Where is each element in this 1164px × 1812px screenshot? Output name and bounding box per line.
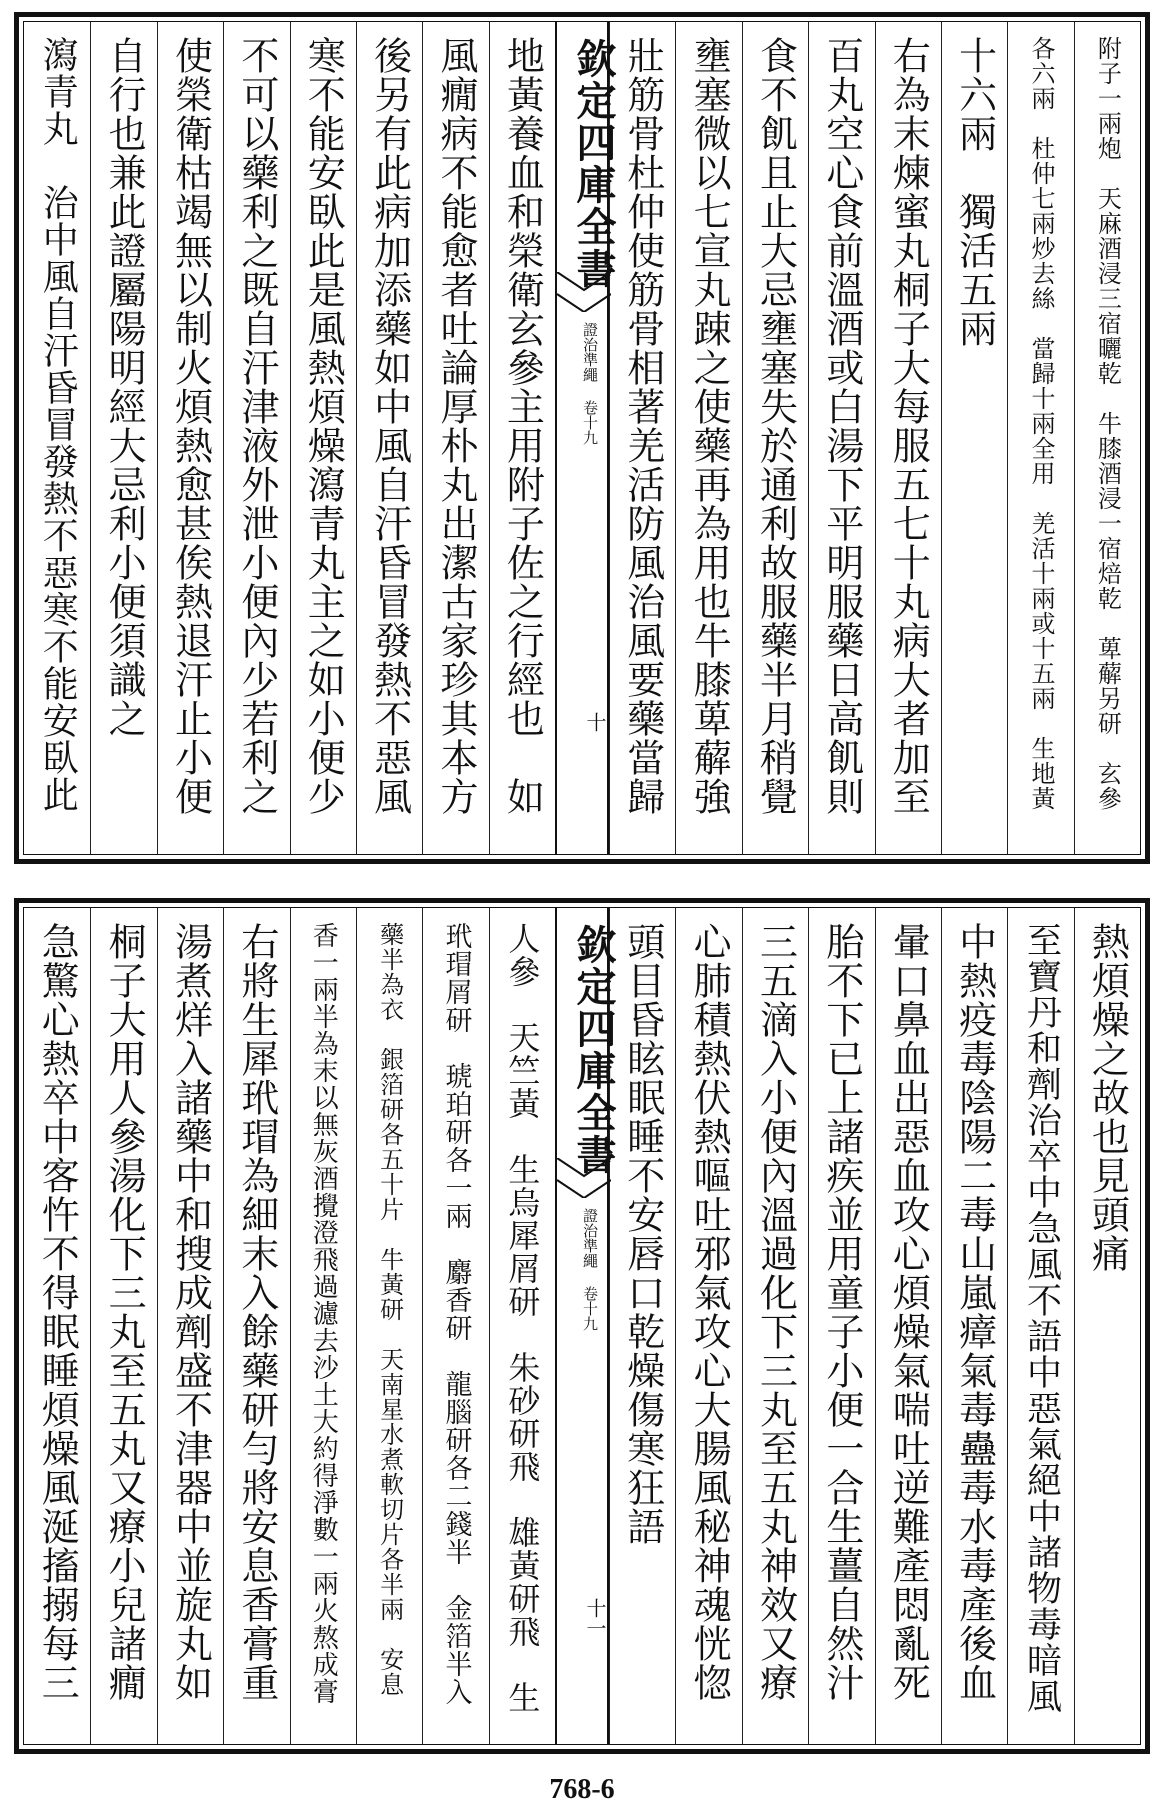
text-column (223, 22, 289, 854)
text-column (90, 22, 156, 854)
text-column (356, 908, 422, 1744)
text-column (941, 908, 1007, 1744)
column-text: 三五滴入小便內溫過化下三丸至五丸神效又療 (753, 922, 798, 1702)
column-text: 十六兩 獨活五兩 (952, 36, 997, 348)
text-column (489, 22, 555, 854)
column-text: 使榮衛枯竭無以制火煩熱愈甚俟熱退汗止小便 (168, 36, 213, 816)
lower-page-frame (23, 907, 1141, 1745)
chapter-label: 證治準繩 卷十九 (581, 322, 599, 445)
book-title: 欽定四庫全書 (570, 38, 617, 290)
page-footer-number: 768-6 (549, 1774, 615, 1805)
column-text: 中熱疫毒陰陽二毒山嵐瘴氣毒蠱毒水毒產後血 (952, 922, 997, 1702)
column-text: 至寶丹和劑治卒中急風不語中惡氣絕中諸物毒暗風 (1021, 922, 1062, 1714)
fishtail-mark (557, 1158, 611, 1198)
column-text: 急驚心熱卒中客忤不得眠睡煩燥風涎搐搦每三 (35, 922, 80, 1702)
column-text: 湯煮烊入諸藥中和搜成劑盛不津器中並旋丸如 (168, 922, 213, 1702)
text-column (675, 22, 741, 854)
text-column (157, 22, 223, 854)
column-text: 後另有此病加添藥如中風自汗昏冒發熱不惡風 (367, 36, 412, 816)
text-column (24, 22, 90, 854)
column-text: 不可以藥利之既自汗津液外泄小便內少若利之 (234, 36, 279, 816)
text-column (742, 908, 808, 1744)
text-column (157, 908, 223, 1744)
column-text: 地黃養血和榮衛玄參主用附子佐之行經也 如 (500, 36, 545, 816)
column-text: 頭目昏眩眠睡不安唇口乾燥傷寒狂語 (620, 922, 665, 1546)
folio-number: 十 (583, 712, 607, 732)
text-column (1074, 908, 1140, 1744)
text-column (422, 22, 488, 854)
column-text: 各六兩 杜仲七兩炒去絲 當歸十兩全用 羌活十兩或十五兩 生地黃 (1026, 36, 1055, 811)
lower-page (14, 898, 1150, 1754)
book-title: 欽定四庫全書 (570, 924, 617, 1176)
text-column (422, 908, 488, 1744)
text-column (675, 908, 741, 1744)
text-column (356, 22, 422, 854)
text-column (808, 22, 874, 854)
gutter-banner (555, 908, 617, 1744)
column-text: 瀉青丸 治中風自汗昏冒發熱不惡寒不能安臥此 (37, 36, 79, 813)
folio-number: 十一 (583, 1598, 607, 1638)
text-column (875, 22, 941, 854)
upper-page-frame (23, 21, 1141, 855)
text-column (808, 908, 874, 1744)
column-text: 壯筋骨杜仲使筋骨相著羌活防風治風要藥當歸 (620, 36, 665, 816)
text-column (941, 22, 1007, 854)
column-text: 食不飢且止大忌壅塞失於通利故服藥半月稍覺 (753, 36, 798, 816)
text-column (875, 908, 941, 1744)
column-text: 風癇病不能愈者吐論厚朴丸出潔古家珍其本方 (433, 36, 478, 816)
text-column (223, 908, 289, 1744)
text-column (1074, 22, 1140, 854)
column-text: 人參 天竺黃 生烏犀屑研 朱砂研飛 雄黃研飛 生 (503, 922, 542, 1714)
column-text: 壅塞微以七宣丸踈之使藥再為用也牛膝萆薢強 (687, 36, 732, 816)
column-text: 右為末煉蜜丸桐子大每服五七十丸病大者加至 (886, 36, 931, 816)
text-column (489, 908, 555, 1744)
upper-page (14, 12, 1150, 864)
column-text: 桐子大用人參湯化下三丸至五丸又療小兒諸癇 (102, 922, 147, 1702)
column-text: 熱煩燥之故也見頭痛 (1085, 922, 1130, 1273)
column-text: 胎不下已上諸疾並用童子小便一合生薑自然汁 (819, 922, 864, 1702)
text-column (1007, 908, 1073, 1744)
column-text: 寒不能安臥此是風熱煩燥瀉青丸主之如小便少 (301, 36, 346, 816)
text-column (290, 908, 356, 1744)
fishtail-mark (557, 272, 611, 312)
column-text: 藥半為衣 銀箔研各五十片 牛黃研 天南星水煮軟切片各半兩 安息 (375, 922, 404, 1697)
column-text: 附子一兩炮 天麻酒浸三宿曬乾 牛膝酒浸一宿焙乾 萆薢另研 玄參 (1093, 36, 1122, 811)
column-text: 玳瑁屑研 琥珀研各一兩 麝香研 龍腦研各二錢半 金箔半入 (440, 922, 472, 1706)
text-column (290, 22, 356, 854)
column-text: 香一兩半為末以無灰酒攪澄飛過濾去沙土大約得淨數一兩火熬成膏 (308, 922, 339, 1705)
column-text: 心肺積熱伏熱嘔吐邪氣攻心大腸風秘神魂恍惚 (687, 922, 732, 1702)
text-column (742, 22, 808, 854)
text-column (24, 908, 90, 1744)
column-text: 暈口鼻血出惡血攻心煩燥氣喘吐逆難產悶亂死 (886, 922, 931, 1702)
text-column (1007, 22, 1073, 854)
column-text: 右將生犀玳瑁為細末入餘藥研勻將安息香膏重 (234, 922, 279, 1702)
column-text: 百丸空心食前溫酒或白湯下平明服藥日高飢則 (819, 36, 864, 816)
column-text: 自行也兼此證屬陽明經大忌利小便須識之 (102, 36, 147, 738)
gutter-banner (555, 22, 617, 854)
chapter-label: 證治準繩 卷十九 (581, 1208, 599, 1331)
text-column (90, 908, 156, 1744)
